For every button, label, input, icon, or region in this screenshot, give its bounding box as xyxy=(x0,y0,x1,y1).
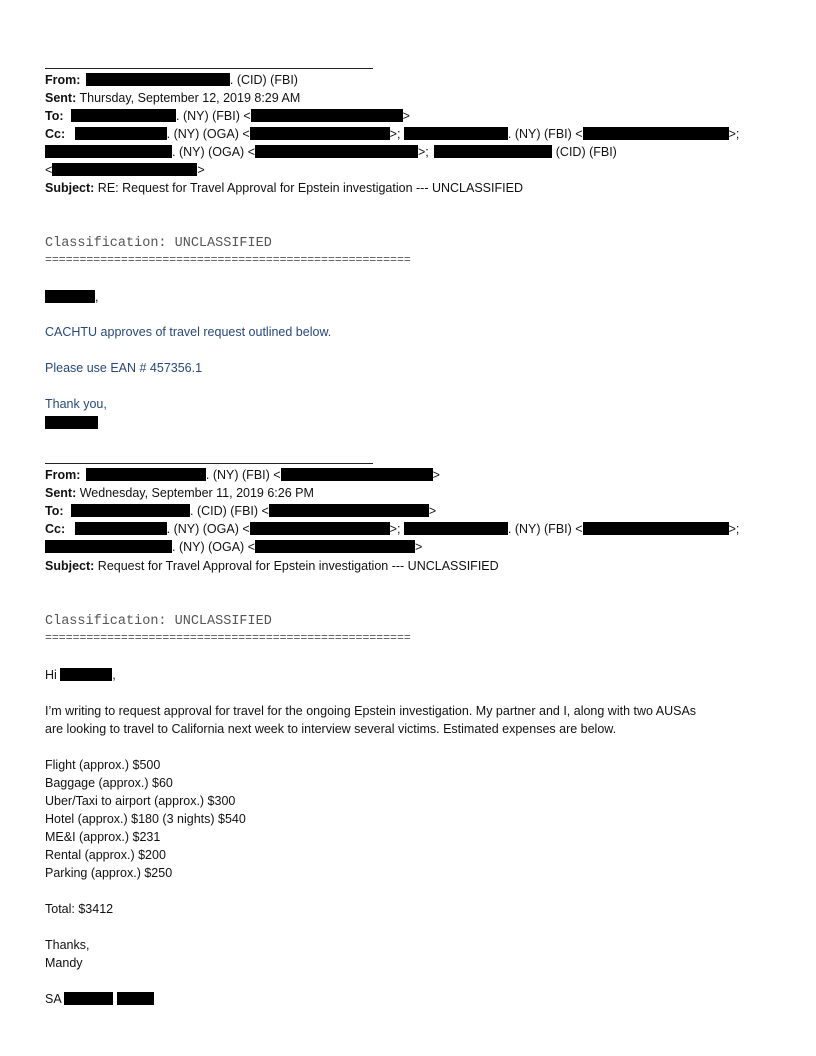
cc-label: Cc: xyxy=(45,522,66,536)
redaction-block xyxy=(71,504,190,517)
cc-text: >; xyxy=(728,522,740,536)
subject-value: RE: Request for Travel Approval for Epstein investigation --- UNCLASSIFIED xyxy=(97,181,523,195)
cc-text: >; xyxy=(389,127,401,141)
redaction-block xyxy=(255,145,418,158)
greeting-line xyxy=(45,667,116,684)
separator-rule xyxy=(45,68,373,69)
sender-name: Mandy xyxy=(45,956,83,970)
cc-text: . (NY) (FBI) < xyxy=(507,522,583,536)
redaction-block xyxy=(45,290,95,303)
expense-item: Rental (approx.) $200 xyxy=(45,848,166,862)
sent-label: Sent: xyxy=(45,91,77,105)
redaction-block xyxy=(86,468,206,481)
approval-text: CACHTU approves of travel request outlined below. xyxy=(45,325,332,339)
expense-item: Uber/Taxi to airport (approx.) $300 xyxy=(45,794,236,808)
redaction-block xyxy=(404,522,508,535)
separator-rule xyxy=(45,463,373,464)
signature-line xyxy=(45,991,154,1008)
greeting-line xyxy=(45,289,98,306)
cc-line xyxy=(45,521,739,538)
sent-line xyxy=(45,485,314,502)
sent-value: Thursday, September 12, 2019 8:29 AM xyxy=(79,91,301,105)
request-paragraph-line: are looking to travel to California next week to interview several victims. Estimated expenses are below. xyxy=(45,722,617,736)
redaction-block xyxy=(269,504,429,517)
from-suffix: . (CID) (FBI) xyxy=(229,73,298,87)
closing-text: Thank you, xyxy=(45,397,107,411)
cc-text: . (NY) (OGA) < xyxy=(166,522,250,536)
classification-underline: ===================================================== xyxy=(45,254,411,267)
subject-line xyxy=(45,180,523,197)
classification-banner: Classification: UNCLASSIFIED xyxy=(45,614,272,629)
subject-label: Subject: xyxy=(45,559,95,573)
expense-item: Parking (approx.) $250 xyxy=(45,866,173,880)
redaction-block xyxy=(64,992,113,1005)
to-suffix: . (CID) (FBI) < xyxy=(190,504,269,518)
to-end: > xyxy=(428,504,437,518)
sent-value: Wednesday, September 11, 2019 6:26 PM xyxy=(79,486,314,500)
cc-text: (CID) (FBI) xyxy=(555,145,617,159)
cc-text: >; xyxy=(389,522,401,536)
to-label: To: xyxy=(45,504,64,518)
signature-line xyxy=(45,415,98,432)
classification-underline: ===================================================== xyxy=(45,632,411,645)
redaction-block xyxy=(434,145,552,158)
signature-prefix: SA xyxy=(45,992,61,1006)
cc-line-continued xyxy=(45,162,205,179)
redaction-block xyxy=(45,540,172,553)
redaction-block xyxy=(583,127,729,140)
redaction-block xyxy=(75,127,167,140)
cc-line xyxy=(45,126,739,143)
to-end: > xyxy=(402,109,410,123)
redaction-block xyxy=(52,163,197,176)
expense-item: Hotel (approx.) $180 (3 nights) $540 xyxy=(45,812,246,826)
from-end: > xyxy=(432,468,440,482)
redaction-block xyxy=(404,127,508,140)
redaction-block xyxy=(117,992,154,1005)
ean-text: Please use EAN # 457356.1 xyxy=(45,361,203,375)
subject-value: Request for Travel Approval for Epstein investigation --- UNCLASSIFIED xyxy=(97,559,499,573)
cc-text: . (NY) (OGA) < xyxy=(166,127,250,141)
from-line xyxy=(45,72,298,89)
redaction-block xyxy=(251,109,403,122)
to-label: To: xyxy=(45,109,64,123)
cc-line-continued xyxy=(45,144,617,161)
from-label: From: xyxy=(45,468,81,482)
request-paragraph-line: I’m writing to request approval for travel for the ongoing Epstein investigation. My partner and I, along with two AUSAs xyxy=(45,704,697,718)
redaction-block xyxy=(255,540,415,553)
cc-text: . (NY) (OGA) < xyxy=(172,540,255,554)
from-line xyxy=(45,467,440,484)
redaction-block xyxy=(45,145,172,158)
greeting-prefix: Hi xyxy=(45,668,57,682)
subject-label: Subject: xyxy=(45,181,95,195)
redaction-block xyxy=(45,416,98,429)
redaction-block xyxy=(281,468,433,481)
cc-text: < xyxy=(45,163,53,177)
greeting-suffix: , xyxy=(112,668,116,682)
to-line xyxy=(45,503,436,520)
to-line xyxy=(45,108,410,125)
to-suffix: . (NY) (FBI) < xyxy=(176,109,251,123)
sent-line xyxy=(45,90,300,107)
redaction-block xyxy=(86,73,230,86)
expense-item: ME&I (approx.) $231 xyxy=(45,830,161,844)
classification-banner: Classification: UNCLASSIFIED xyxy=(45,236,272,251)
expense-item: Baggage (approx.) $60 xyxy=(45,776,173,790)
redaction-block xyxy=(71,109,176,122)
redaction-block xyxy=(75,522,167,535)
from-suffix: . (NY) (FBI) < xyxy=(205,468,281,482)
expense-item: Flight (approx.) $500 xyxy=(45,758,161,772)
cc-text: >; xyxy=(728,127,740,141)
greeting-suffix: , xyxy=(95,290,99,304)
expense-total: Total: $3412 xyxy=(45,902,114,916)
cc-text: . (NY) (OGA) < xyxy=(172,145,255,159)
cc-text: > xyxy=(197,163,205,177)
cc-text: . (NY) (FBI) < xyxy=(507,127,583,141)
closing-text: Thanks, xyxy=(45,938,90,952)
redaction-block xyxy=(250,522,390,535)
redaction-block xyxy=(583,522,729,535)
from-label: From: xyxy=(45,73,81,87)
cc-label: Cc: xyxy=(45,127,66,141)
subject-line xyxy=(45,558,499,575)
redaction-block xyxy=(250,127,390,140)
cc-line-continued xyxy=(45,539,422,556)
redaction-block xyxy=(60,668,112,681)
cc-text: > xyxy=(415,540,423,554)
cc-text: >; xyxy=(418,145,429,159)
sent-label: Sent: xyxy=(45,486,77,500)
